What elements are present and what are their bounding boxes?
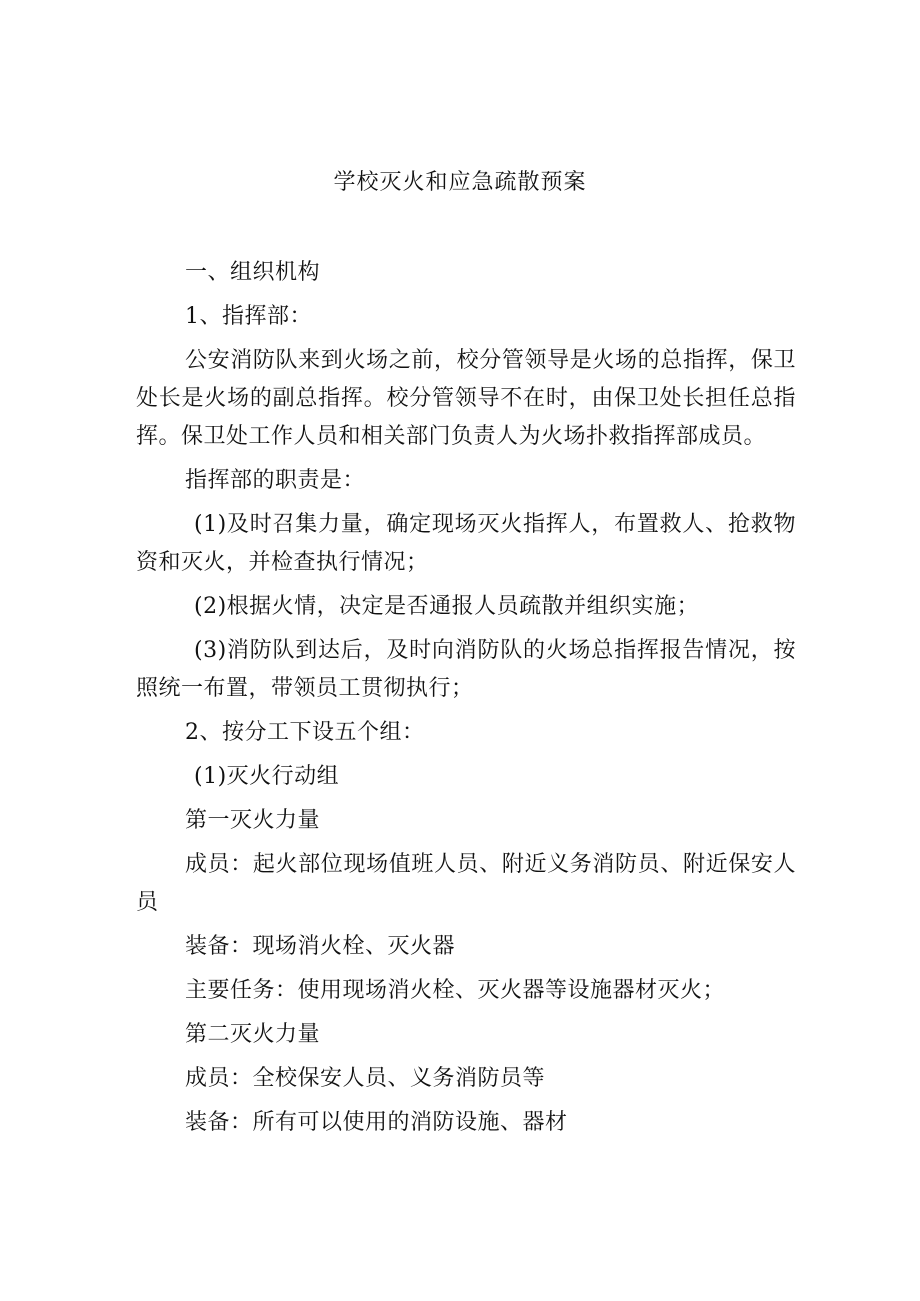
- document-body: [136, 254, 796, 1148]
- list-item-duty-1: (1)及时召集力量，确定现场灭火指挥人，布置救人、抢救物资和灭火，并检查执行情况；: [136, 512, 796, 575]
- document-title: 学校灭火和应急疏散预案: [333, 170, 587, 195]
- paragraph-second-force: 第二灭火力量: [185, 1022, 321, 1047]
- paragraph-first-force: 第一灭火力量: [185, 808, 321, 833]
- paragraph-duties-heading: 指挥部的职责是：: [185, 468, 366, 493]
- paragraph-second-members: 成员：全校保安人员、义务消防员等: [185, 1066, 546, 1091]
- list-item-duty-3: (3)消防队到达后，及时向消防队的火场总指挥报告情况，按照统一布置，带领员工贯彻执行；: [136, 638, 796, 701]
- subsection-heading-groups: 2、按分工下设五个组：: [185, 720, 425, 745]
- paragraph-first-members: 成员：起火部位现场值班人员、附近义务消防员、附近保安人员: [136, 852, 796, 915]
- list-item-duty-2: (2)根据火情，决定是否通报人员疏散并组织实施；: [194, 594, 700, 619]
- paragraph-first-tasks: 主要任务：使用现场消火栓、灭火器等设施器材灭火；: [185, 978, 726, 1003]
- paragraph-first-equipment: 装备：现场消火栓、灭火器: [185, 934, 456, 959]
- section-heading-organization: 一、组织机构: [185, 260, 321, 285]
- subsection-heading-command: 1、指挥部：: [185, 304, 312, 329]
- paragraph-second-equipment: 装备：所有可以使用的消防设施、器材: [185, 1110, 568, 1135]
- list-item-group-1: (1)灭火行动组: [194, 764, 340, 789]
- paragraph-command-description: 公安消防队来到火场之前，校分管领导是火场的总指挥，保卫处长是火场的副总指挥。校分管领导不在时，由保卫处长担任总指挥。保卫处工作人员和相关部门负责人为火场扑救指挥部成员。: [136, 348, 796, 449]
